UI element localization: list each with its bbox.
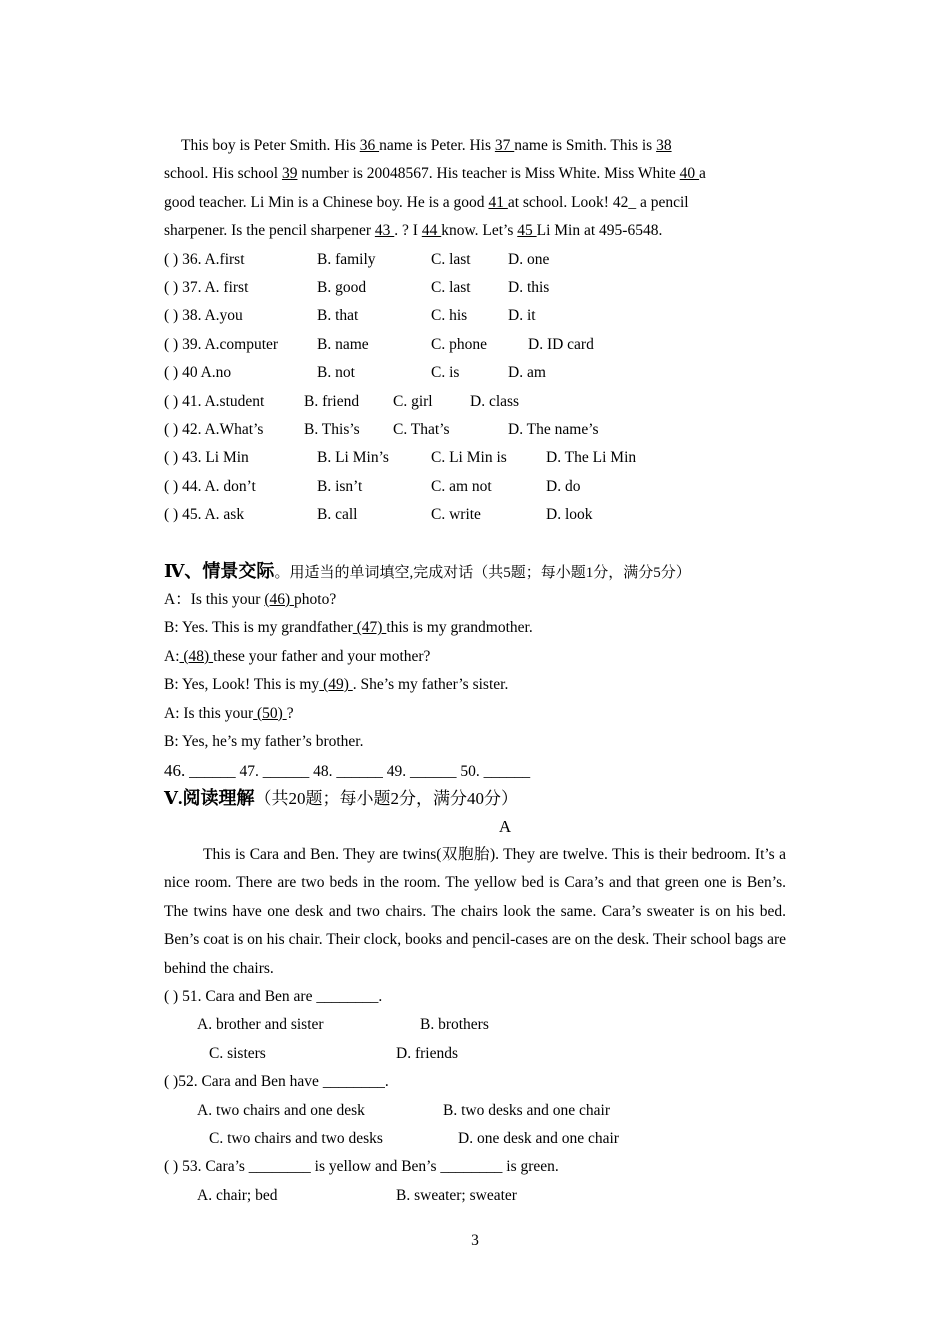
text-run: B: Yes. This is my grandfather [164, 619, 353, 637]
blank-number: 44 [421, 221, 442, 239]
question-stem: ( ) 51. Cara and Ben are ________. [164, 988, 383, 1005]
option: C. Li Min is [431, 449, 507, 467]
blank-number: (50) [253, 704, 287, 722]
option: D. do [546, 477, 581, 495]
text-run: ? [286, 704, 294, 722]
text-run: these your father and your mother? [213, 647, 431, 665]
section-4-heading [164, 559, 691, 585]
option: B. This’s [304, 420, 360, 438]
blank-number: 36 [359, 137, 380, 154]
text-run: school. His school [164, 165, 282, 183]
text-run: A: [164, 647, 180, 665]
section-4-instructions: 。用适当的单词填空,完成对话（共5题；每小题1分，满分5分） [274, 565, 691, 581]
cloze-line [181, 134, 672, 158]
reading-passage: This is Cara and Ben. They are twins(双胞胎). They are twelve. This is their bedroom. It’s a nice room. There are two beds in the room. The yellow bed is Cara’s and that green one is Ben’s. The twins have one desk and two chairs. The chairs look the same. Cara’s sweater is on his bed. Ben’s coat is on his chair. Their clock, books and pencil-cases are on the desk. Their school bags are behind the chairs. [164, 846, 786, 977]
option: B. call [317, 506, 358, 524]
answer-blanks-rest: ______ 47. ______ 48. ______ 49. ______ 50. ______ [185, 763, 531, 780]
cloze-line [164, 162, 706, 186]
text-run: at school. Look! 42_ a pencil [507, 193, 689, 211]
blank-number: (47) [352, 619, 387, 637]
text-run: This boy is Peter Smith. His [181, 137, 360, 154]
text-run: a [699, 165, 706, 183]
option: C. write [431, 506, 481, 524]
dialogue-line [164, 588, 336, 612]
option: A. brother and sister [197, 1016, 324, 1034]
cloze-line [164, 219, 662, 243]
question-number: ( ) 45. A. ask [164, 506, 245, 524]
question-stem: ( )52. Cara and Ben have ________. [164, 1073, 389, 1091]
blank-number: (46) [264, 591, 295, 608]
option: C. is [431, 364, 460, 382]
section-5-heading [164, 786, 518, 811]
question-number: ( ) 36. A.first [164, 250, 245, 268]
text-run: Li Min at 495-6548. [536, 221, 663, 239]
question-number: ( ) 42. A.What’s [164, 420, 264, 438]
option: A. chair; bed [197, 1186, 278, 1204]
option: A. two chairs and one desk [197, 1101, 365, 1119]
blank-number: (48) [179, 647, 214, 665]
question-number: ( ) 40 A.no [164, 364, 232, 382]
option: D. class [470, 392, 520, 410]
question-number: ( ) 37. A. first [164, 278, 249, 296]
section-4-label: Ⅳ、情景交际 [164, 561, 275, 581]
option: C. girl [393, 392, 433, 410]
option: B. good [317, 278, 367, 296]
option: D. one desk and one chair [458, 1130, 619, 1147]
option: D. The name’s [508, 420, 599, 438]
option: C. am not [431, 477, 492, 495]
option: B. that [317, 307, 359, 325]
question-number: ( ) 39. A.computer [164, 335, 279, 353]
blank-number: (49) [319, 676, 353, 694]
dialogue-line [164, 673, 508, 697]
text-run: B: Yes, he’s my father’s brother. [164, 733, 364, 750]
option: D. one [508, 250, 550, 268]
blank-number: 37 [494, 137, 515, 154]
text-run: know. Let’s [441, 221, 518, 239]
option: C. two chairs and two desks [209, 1130, 383, 1147]
blank-number: 43 [374, 221, 395, 239]
option: C. sisters [209, 1044, 266, 1062]
option: C. last [431, 278, 471, 296]
option: C. his [431, 307, 468, 325]
question-number: ( ) 41. A.student [164, 392, 265, 410]
text-run: A: Is this your [164, 704, 254, 722]
option: C. phone [431, 335, 487, 353]
dialogue-line [164, 730, 363, 754]
question-number: ( ) 43. Li Min [164, 449, 249, 467]
text-run: good teacher. Li Min is a Chinese boy. He is a good [164, 193, 489, 211]
text-run: number is 20048567. His teacher is Miss White. Miss White [297, 165, 680, 183]
question-stem: ( ) 53. Cara’s ________ is yellow and Ben’s ________ is green. [164, 1158, 559, 1176]
text-run: this is my grandmother. [386, 619, 533, 637]
blank-number: 38 [656, 137, 672, 154]
blank-number: 41 [488, 193, 508, 211]
text-run: sharpener. Is the pencil sharpener [164, 221, 375, 239]
option: B. not [317, 364, 355, 382]
blank-number: 45 [517, 221, 537, 239]
option: B. Li Min’s [317, 449, 389, 467]
option: D. friends [396, 1044, 458, 1062]
option: B. family [317, 250, 376, 268]
dialogue-line [164, 645, 430, 669]
question-number: ( ) 38. A.you [164, 307, 243, 325]
option: D. The Li Min [546, 449, 637, 467]
text-run: . She’s my father’s sister. [352, 676, 509, 694]
option: B. friend [304, 392, 360, 410]
text-run: photo? [294, 591, 337, 608]
option: B. sweater; sweater [396, 1186, 517, 1204]
text-run: name is Peter. His [379, 137, 495, 154]
text-run: name is Smith. This is [514, 137, 657, 154]
option: D. it [508, 307, 536, 325]
option: B. isn’t [317, 477, 363, 495]
section-5-instructions: （共20题；每小题2分，满分40分） [254, 789, 518, 808]
text-run: B: Yes, Look! This is my [164, 676, 320, 694]
option: D. am [508, 364, 546, 382]
section-5-label: Ⅴ.阅读理解 [164, 788, 255, 808]
option: B. name [317, 335, 369, 353]
text-run: A：Is this your [164, 591, 265, 608]
option: C. last [431, 250, 471, 268]
option: B. brothers [420, 1016, 489, 1034]
dialogue-line [164, 702, 294, 726]
blank-number: 40 [679, 165, 700, 183]
passage-label: A [498, 817, 512, 836]
option: D. this [508, 278, 550, 296]
option: D. ID card [528, 335, 594, 353]
page-number: 3 [471, 1232, 479, 1249]
option: B. two desks and one chair [443, 1101, 611, 1119]
option: C. That’s [393, 420, 450, 438]
dialogue-line [164, 616, 533, 640]
answer-blanks [164, 759, 530, 784]
option: D. look [546, 506, 593, 524]
answer-first-number: 46. [164, 761, 186, 780]
text-run: . ? I [394, 221, 422, 239]
cloze-line [164, 191, 689, 215]
question-number: ( ) 44. A. don’t [164, 477, 256, 495]
blank-number: 39 [281, 165, 298, 183]
